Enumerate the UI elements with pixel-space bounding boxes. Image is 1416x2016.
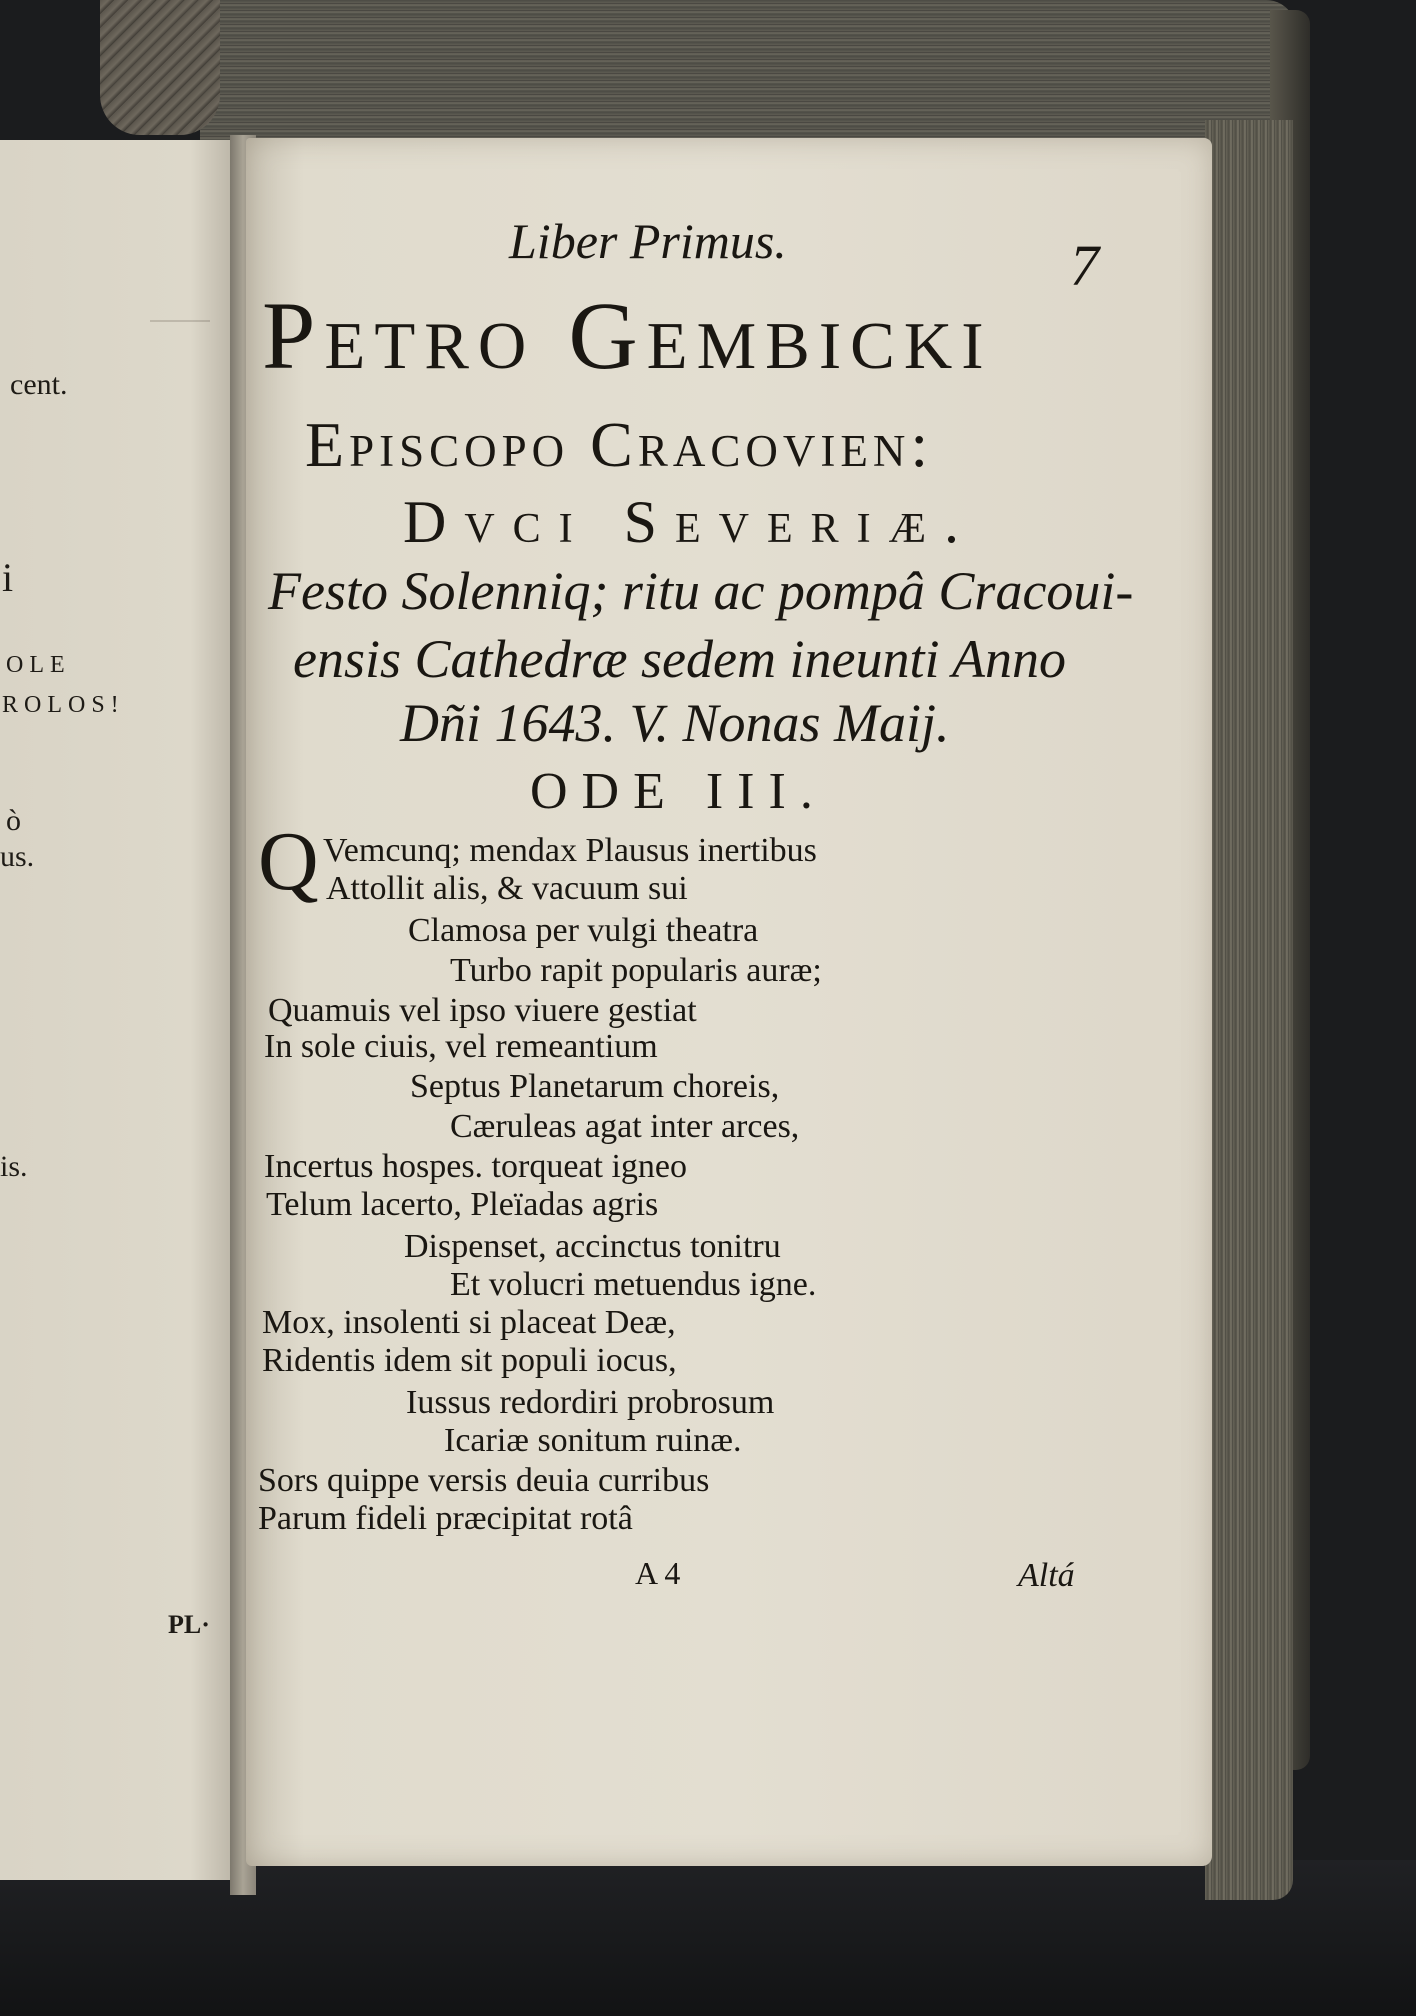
verse-line: Icariæ sonitum ruinæ.	[444, 1422, 742, 1459]
dedication-line: ensis Cathedræ sedem ineunti Anno	[293, 629, 1066, 689]
left-fragment: is.	[0, 1150, 28, 1183]
title-line-2: Episcopo Cracovien:	[305, 409, 934, 480]
book-top-edge	[200, 0, 1296, 150]
left-fragment: ò	[6, 804, 21, 837]
table-surface	[0, 1860, 1416, 2016]
dedication-line: Festo Solenniq; ritu ac pompâ Cracoui-	[268, 561, 1134, 621]
ode-heading: ODE III.	[530, 763, 827, 820]
verse-line: Clamosa per vulgi theatra	[408, 912, 759, 949]
verse-line: Attollit alis, & vacuum sui	[326, 870, 688, 907]
left-fragment: us.	[0, 840, 35, 873]
left-fragment: cent.	[10, 368, 68, 401]
verse-line: Vemcunq; mendax Plausus inertibus	[323, 832, 817, 869]
title-line-1: Petro Gembicki	[262, 282, 993, 389]
verse-line: Et volucri metuendus igne.	[450, 1266, 817, 1303]
catchword: Altá	[1018, 1557, 1075, 1594]
verse-line: Cæruleas agat inter arces,	[450, 1108, 800, 1145]
drop-cap: Q	[258, 815, 319, 908]
title-line-3: Dvci Severiæ.	[403, 489, 978, 555]
verse-line: Incertus hospes. torqueat igneo	[264, 1148, 687, 1185]
verse-line: Sors quippe versis deuia curribus	[258, 1462, 710, 1499]
verse-line: Turbo rapit popularis auræ;	[450, 952, 822, 989]
left-page	[0, 140, 238, 1880]
verse-line: Mox, insolenti si placeat Deæ,	[262, 1304, 676, 1341]
bleed-mark	[150, 320, 210, 322]
signature-mark: A 4	[635, 1555, 681, 1591]
page-number: 7	[1070, 233, 1099, 298]
book-fore-edge	[1205, 120, 1293, 1900]
spine-headband	[100, 0, 220, 135]
verse-line: Quamuis vel ipso viuere gestiat	[268, 992, 697, 1029]
left-fragment: PL·	[168, 1610, 210, 1639]
verse-line: Iussus redordiri probrosum	[406, 1384, 775, 1421]
verse-line: Parum fideli præcipitat rotâ	[258, 1500, 633, 1537]
verse-line: Septus Planetarum choreis,	[410, 1068, 780, 1105]
left-fragment: ROLOS!	[2, 692, 125, 718]
left-fragment: OLE	[6, 652, 71, 678]
running-head: Liber Primus.	[509, 213, 787, 269]
verse-line: Telum lacerto, Pleïadas agris	[266, 1186, 659, 1223]
verse-line: Dispenset, accinctus tonitru	[404, 1228, 781, 1265]
dedication-line: Dñi 1643. V. Nonas Maij.	[400, 693, 950, 753]
verse-line: In sole ciuis, vel remeantium	[264, 1028, 658, 1065]
left-fragment: i	[2, 555, 14, 600]
verse-line: Ridentis idem sit populi iocus,	[262, 1342, 677, 1379]
